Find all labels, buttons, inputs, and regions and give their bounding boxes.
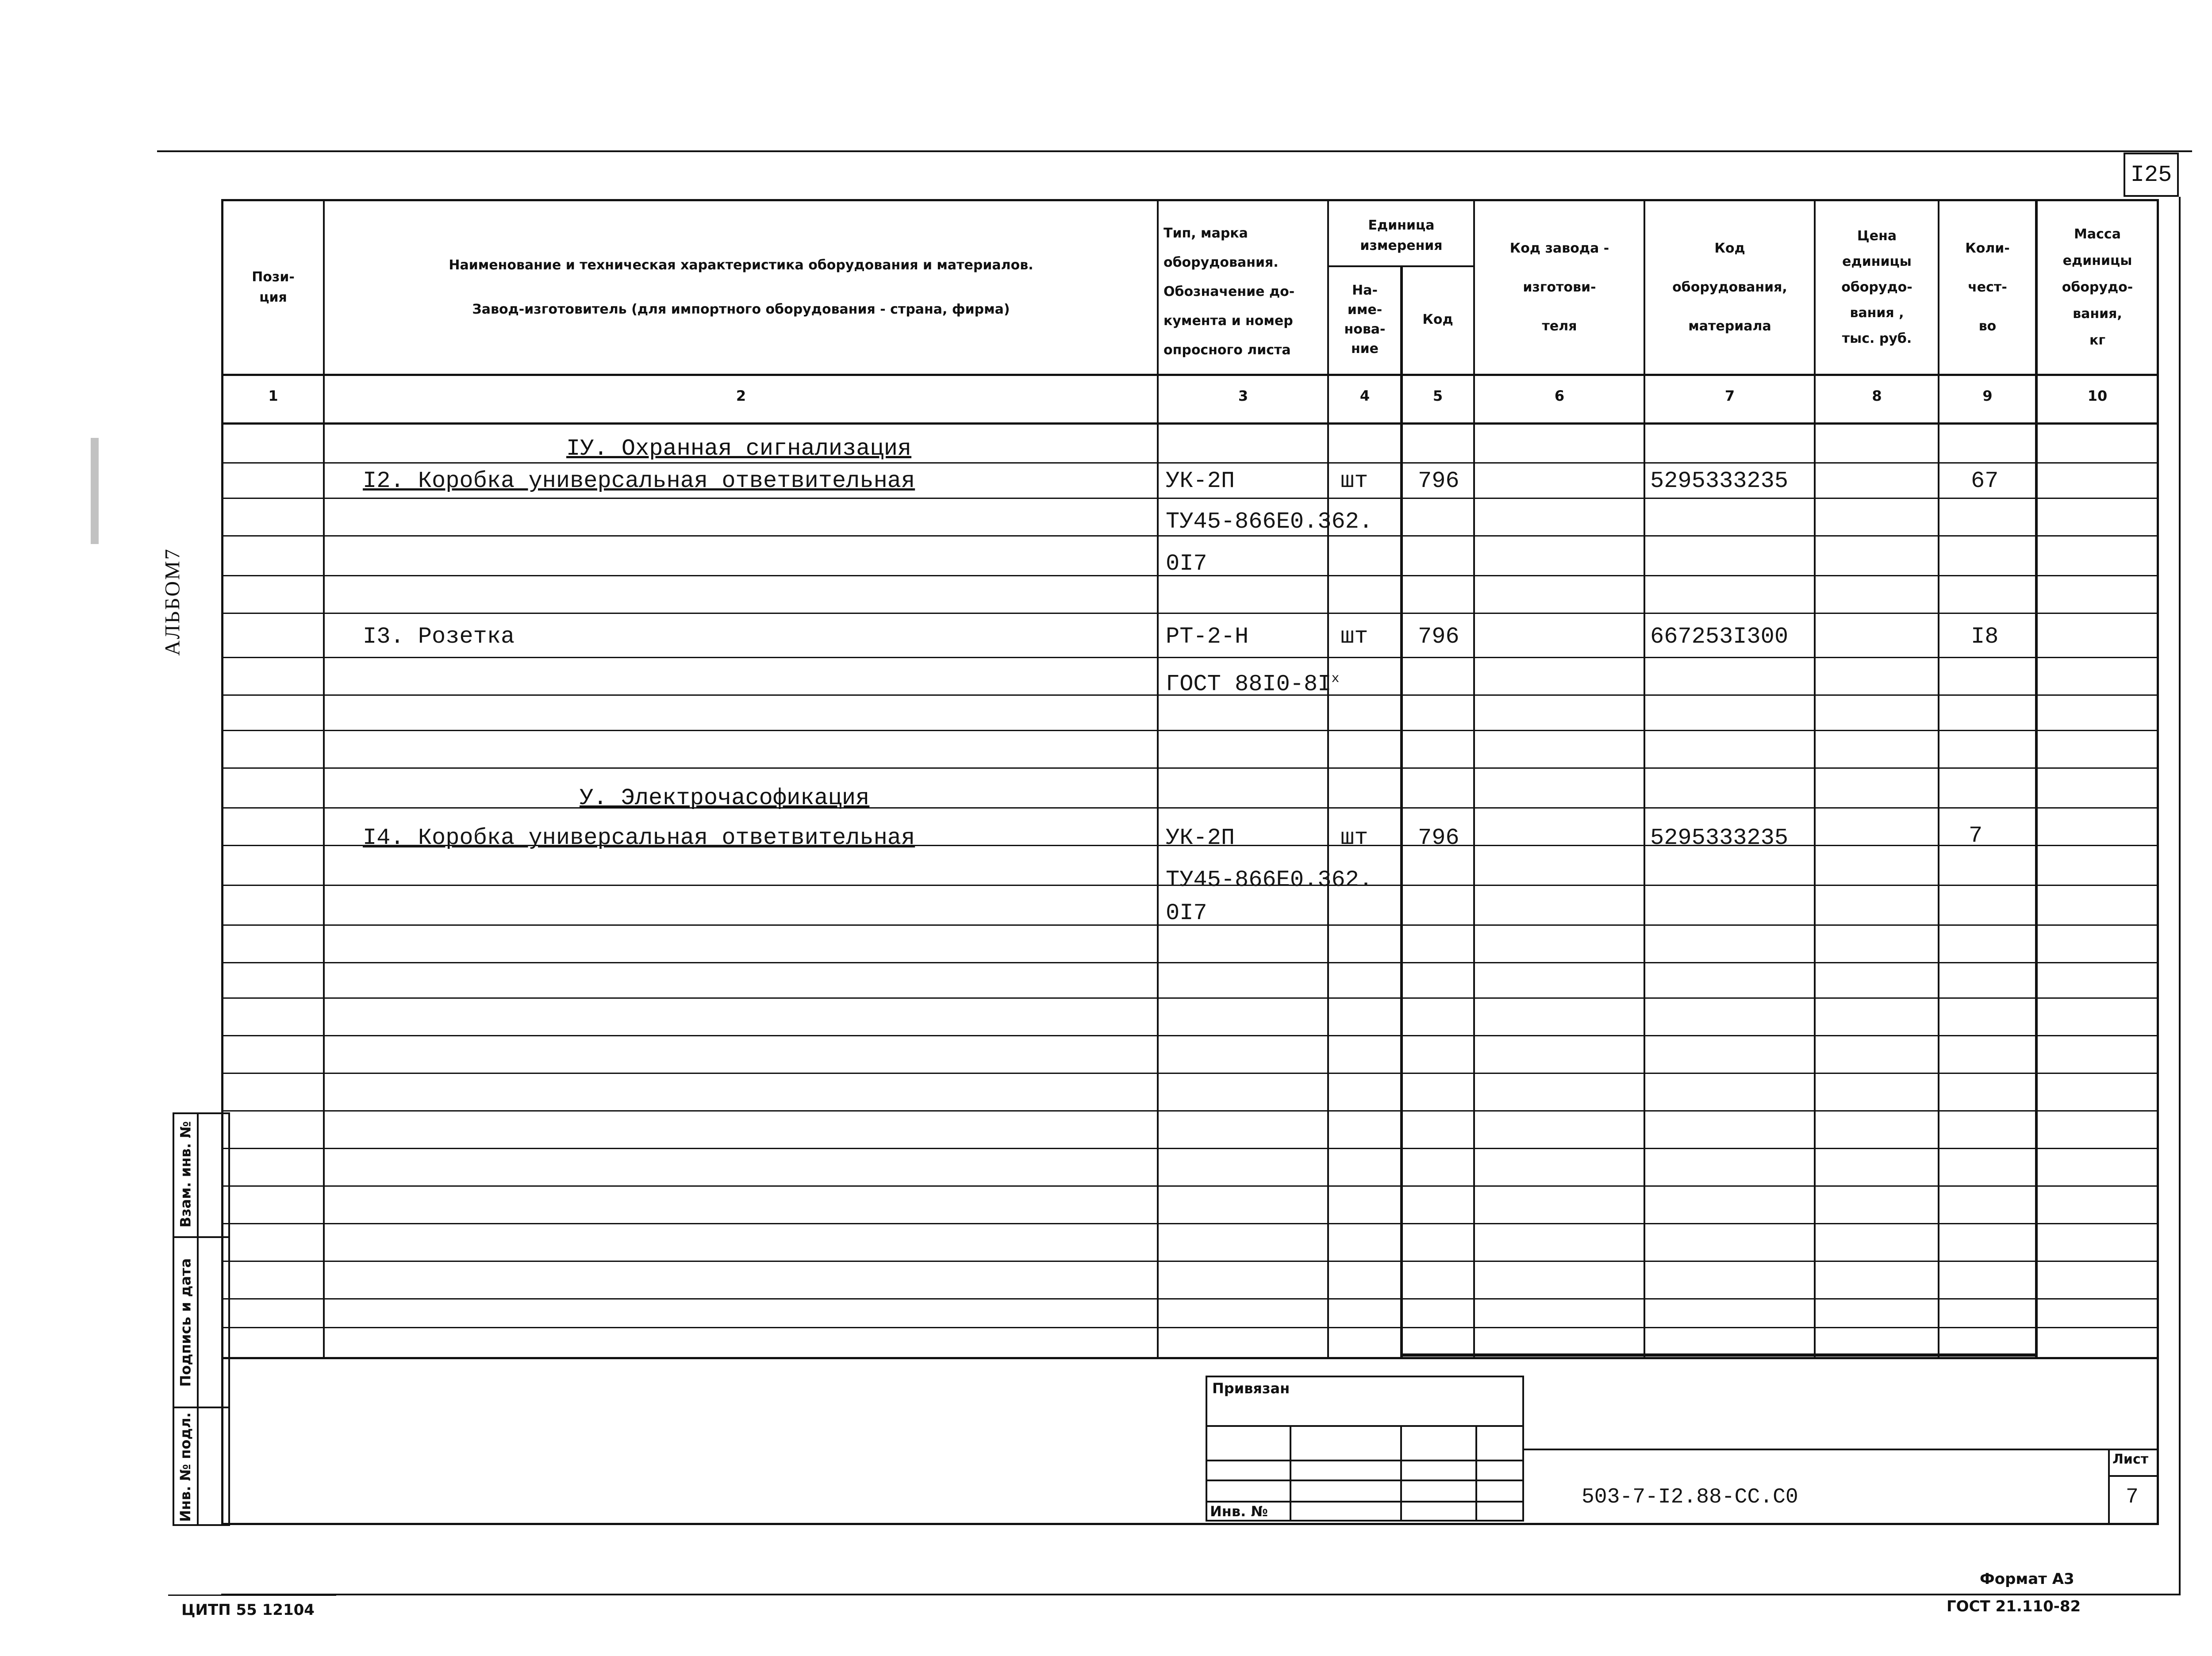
col-sep-2 (1157, 199, 1159, 1358)
colnum-3: 3 (1238, 387, 1248, 404)
row-line (221, 1298, 2159, 1300)
item-13-type-1: РТ-2-Н (1166, 624, 1249, 650)
row-line (221, 1035, 2159, 1036)
top-border-line (157, 150, 2192, 152)
header-name: Наименование и техническая характеристика оборудования и материалов. Завод-изготовитель (для импортного оборудования - страна, фирма) (449, 257, 1033, 317)
inv-label: Инв. № (1210, 1503, 1268, 1520)
item-12-quantity: 67 (1971, 468, 1999, 494)
scan-mark-left (91, 438, 99, 544)
document-code: 503-7-I2.88-СС.С0 (1582, 1485, 1798, 1509)
row-line (221, 1148, 2159, 1149)
sidebar-inv-podl-wrap (173, 1408, 198, 1526)
sidebar-vzam-wrap (173, 1112, 198, 1236)
item-13-code: 796 (1418, 624, 1459, 650)
row-line (221, 1261, 2159, 1262)
colnum-6: 6 (1554, 387, 1565, 404)
item-14-type-3: 0I7 (1166, 900, 1207, 926)
row-line (221, 462, 2159, 464)
header-unit-name: На- име- нова- ние (1344, 282, 1386, 356)
row-line (221, 535, 2159, 537)
colnum-10: 10 (2087, 387, 2108, 404)
item-14-equipment-code: 5295333235 (1650, 825, 1789, 851)
right-frame-line (2179, 197, 2181, 1595)
bottom-frame-line (221, 1594, 2181, 1595)
row-line (221, 1327, 2159, 1328)
header-type: Тип, марка оборудования. Обозначение до- кумента и номер опросного листа (1164, 226, 1295, 358)
sidebar-inv-podl: Инв. № подл. (177, 1412, 194, 1522)
bound-vline-1 (1290, 1425, 1291, 1520)
colnum-8: 8 (1872, 387, 1882, 404)
sidebar-signature-wrap (173, 1238, 198, 1407)
item-13-type-2 (1166, 666, 1339, 698)
header-factory-code: Код завода - изготови- теля (1509, 241, 1609, 334)
header-mass: Масса единицы оборудо- вания, кг (2062, 226, 2133, 348)
unit-group-divider (1327, 265, 1475, 267)
colnum-1: 1 (268, 387, 278, 404)
colnum-9: 9 (1982, 387, 1993, 404)
title-block-top (1524, 1449, 2159, 1450)
row-line (221, 1073, 2159, 1074)
sidebar-signature-date: Подпись и дата (177, 1258, 194, 1387)
row-line (221, 997, 2159, 999)
sheet-box-divider (2108, 1475, 2159, 1477)
item-13-equipment-code: 667253I300 (1650, 624, 1789, 650)
page-number-box (2124, 153, 2179, 197)
colnum-2: 2 (736, 387, 746, 404)
col-sep-4 (1400, 265, 1403, 1358)
row-line (221, 498, 2159, 499)
section-security: IУ. Охранная сигнализация (566, 436, 912, 462)
row-line (221, 767, 2159, 769)
bound-vline-2 (1400, 1425, 1402, 1520)
item-14-name: I4. Коробка универсальная ответвительная (363, 825, 915, 851)
item-13-name: I3. Розетка (363, 624, 515, 650)
header-quantity: Коли- чест- во (1965, 241, 2010, 334)
col-sep-8 (1938, 199, 1939, 1358)
footer-left: ЦИТП 55 12104 (181, 1601, 315, 1619)
col-sep-6 (1644, 199, 1645, 1358)
colnum-7: 7 (1724, 387, 1735, 404)
item-13-type-sup: x (1331, 671, 1340, 686)
item-14-unit: шт (1340, 825, 1368, 851)
header-price: Цена единицы оборудо- вания , тыс. руб. (1841, 228, 1912, 346)
item-14-code: 796 (1418, 825, 1459, 851)
bound-vline-3 (1475, 1425, 1477, 1520)
col-sep-9 (2035, 199, 2038, 1358)
item-12-unit: шт (1340, 468, 1368, 494)
item-12-type-2: ТУ45-866Е0.362. (1166, 509, 1373, 535)
sidebar-vzam-inv: Взам. инв. № (177, 1121, 194, 1228)
album-label-wrap (146, 535, 199, 668)
row-line (221, 1110, 2159, 1112)
album-label: АЛЬБОМ7 (161, 547, 184, 656)
col-sep-1 (323, 199, 325, 1358)
header-equipment-code: Код оборудования, материала (1672, 241, 1787, 334)
header-unit-group: Единица измерения (1360, 217, 1443, 253)
col-sep-7 (1814, 199, 1816, 1358)
sheet-box-left (2108, 1449, 2110, 1524)
col-sep-5 (1473, 199, 1475, 1358)
row-line (221, 657, 2159, 658)
page-number: I25 (2130, 161, 2172, 188)
header-bottom-line (221, 374, 2159, 376)
row-line (221, 1223, 2159, 1224)
item-12-type-1: УК-2П (1166, 468, 1235, 494)
item-13-quantity: I8 (1971, 624, 1999, 650)
item-14-type-1: УК-2П (1166, 825, 1235, 851)
item-12-code: 796 (1418, 468, 1459, 494)
footer-left-line (168, 1595, 336, 1596)
bound-label: Привязан (1212, 1380, 1290, 1397)
item-13-unit: шт (1340, 624, 1368, 650)
gost-label: ГОСТ 21.110-82 (1947, 1598, 2081, 1615)
row-line (221, 613, 2159, 614)
format-label: Формат А3 (1980, 1570, 2074, 1588)
grid-bottom-line (221, 1357, 2159, 1359)
header-position: Пози- ция (252, 269, 295, 305)
item-12-name: I2. Коробка универсальная ответвительная (363, 468, 915, 494)
item-14-quantity: 7 (1969, 823, 1983, 849)
header-unit-code: Код (1422, 311, 1453, 327)
item-13-type-2-text: ГОСТ 88I0-8I (1166, 671, 1332, 698)
section-clock: У. Электрочасофикация (580, 785, 870, 811)
item-12-type-3: 0I7 (1166, 551, 1207, 577)
col-sep-3 (1327, 199, 1329, 1358)
sheet-number: 7 (2126, 1485, 2139, 1509)
row-line (221, 807, 2159, 809)
item-14-type-2: ТУ45-866Е0.362. (1166, 867, 1373, 893)
item-12-equipment-code: 5295333235 (1650, 468, 1789, 494)
row-line (221, 1185, 2159, 1187)
colnum-5: 5 (1432, 387, 1443, 404)
colnum-bottom-line (221, 422, 2159, 425)
sheet-label: Лист (2112, 1452, 2149, 1467)
row-line (221, 730, 2159, 731)
colnum-4: 4 (1359, 387, 1370, 404)
row-line (221, 962, 2159, 963)
thick-box-bottom (1400, 1353, 2038, 1357)
